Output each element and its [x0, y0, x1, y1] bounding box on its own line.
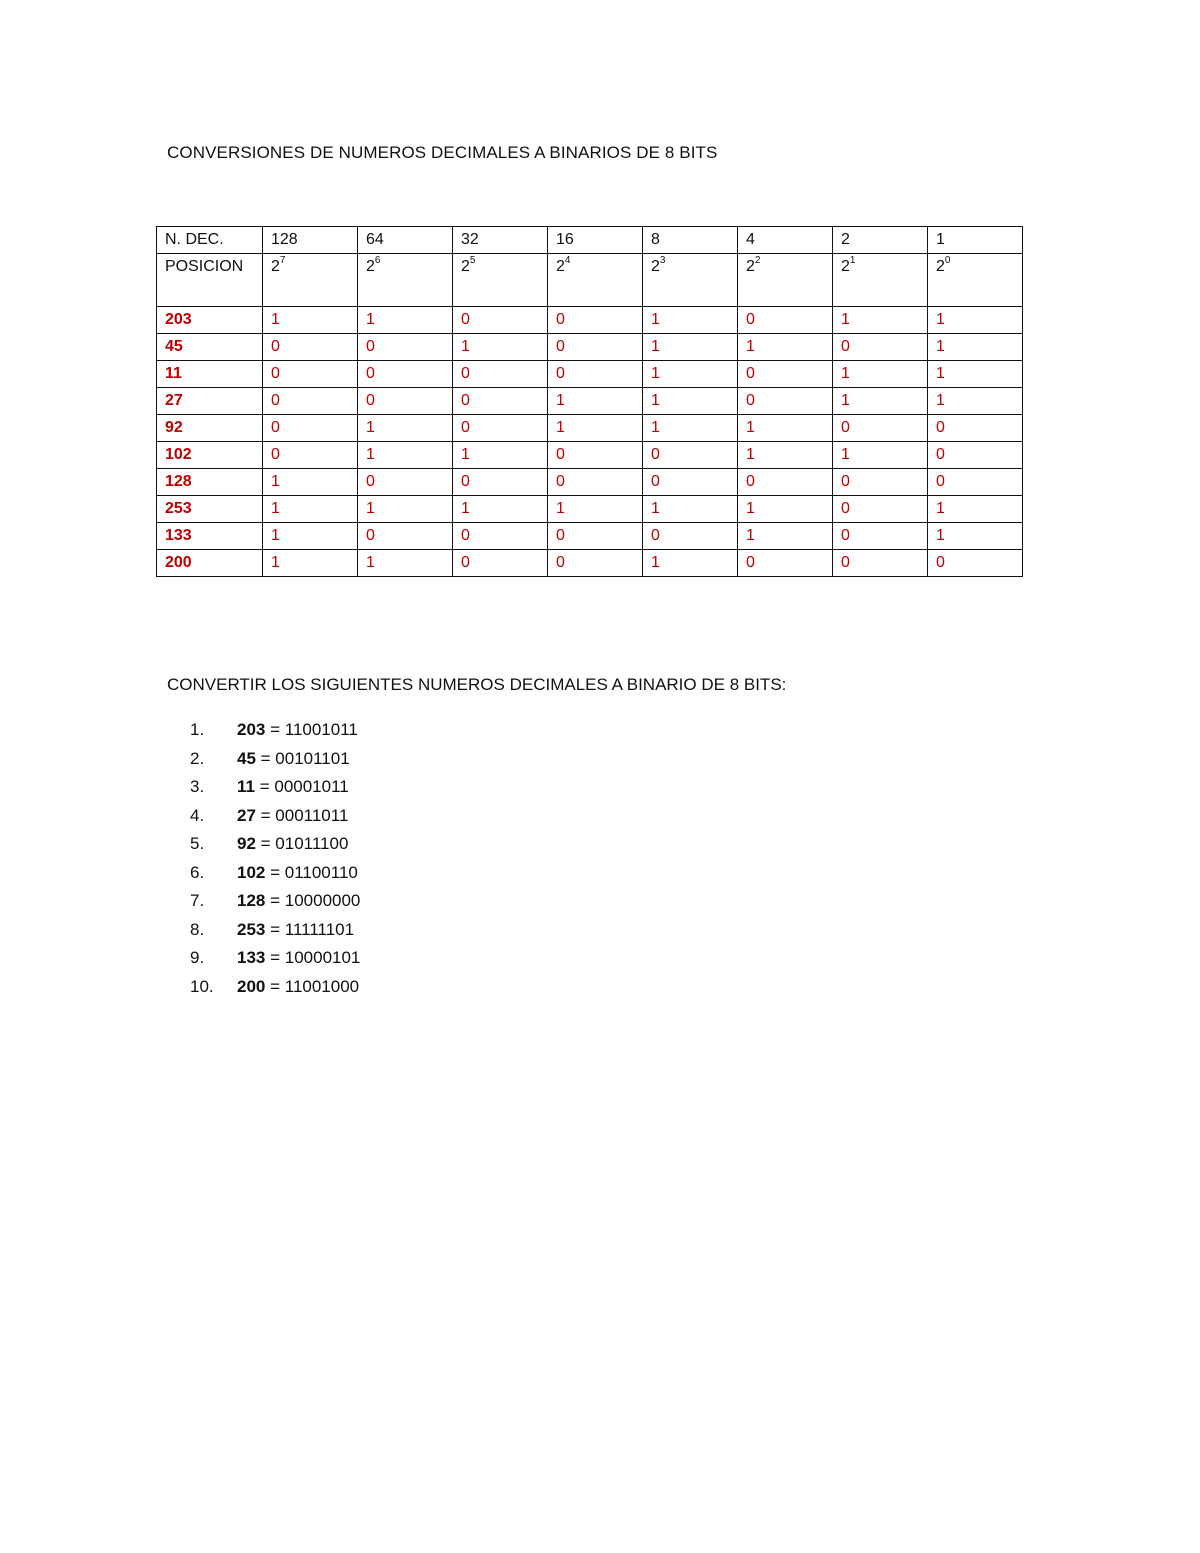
answer-decimal: 253 — [237, 919, 266, 939]
bit-cell: 0 — [833, 469, 928, 496]
bit-cell: 1 — [263, 469, 358, 496]
bit-cell: 1 — [833, 361, 928, 388]
power-cell — [833, 254, 928, 307]
list-number: 9. — [190, 948, 205, 967]
header-cell: 128 — [263, 227, 358, 254]
list-item — [190, 745, 360, 774]
list-number: 5. — [190, 834, 205, 853]
bit-cell: 0 — [833, 334, 928, 361]
header-cell: 16 — [548, 227, 643, 254]
bit-cell: 0 — [928, 550, 1023, 577]
bit-cell: 1 — [548, 415, 643, 442]
bit-cell: 0 — [738, 388, 833, 415]
list-number: 1. — [190, 720, 205, 739]
answer-binary: = 00011011 — [255, 805, 349, 825]
bit-cell: 0 — [738, 550, 833, 577]
bit-cell: 0 — [833, 415, 928, 442]
bit-cell: 0 — [453, 550, 548, 577]
bit-cell: 1 — [738, 523, 833, 550]
list-number: 7. — [190, 891, 205, 910]
header-cell: 32 — [453, 227, 548, 254]
answer-binary: = 01100110 — [265, 862, 358, 882]
bit-cell: 1 — [928, 523, 1023, 550]
answer-decimal: 133 — [237, 948, 266, 967]
bit-cell: 1 — [643, 496, 738, 523]
answer-binary: = 10000101 — [265, 948, 361, 967]
power-base: 2 — [366, 258, 375, 275]
bit-cell: 1 — [358, 307, 453, 334]
list-number: 10. — [190, 976, 214, 996]
bit-cell: 1 — [263, 307, 358, 334]
bit-cell: 0 — [643, 469, 738, 496]
answer-decimal: 128 — [237, 891, 266, 910]
bit-cell: 0 — [928, 415, 1023, 442]
bit-cell: 1 — [738, 442, 833, 469]
table-row — [157, 361, 1023, 388]
position-row — [157, 254, 1023, 307]
answer-binary: = 00001011 — [254, 777, 349, 796]
bit-cell: 0 — [453, 388, 548, 415]
bit-cell: 0 — [738, 361, 833, 388]
bit-cell: 0 — [453, 415, 548, 442]
table-row — [157, 334, 1023, 361]
power-base: 2 — [556, 258, 565, 275]
table-row — [157, 496, 1023, 523]
power-cell — [738, 254, 833, 307]
power-base: 2 — [651, 258, 660, 275]
list-number: 4. — [190, 805, 205, 825]
bit-cell: 1 — [358, 442, 453, 469]
answer-decimal: 11 — [237, 777, 255, 796]
position-label: POSICION — [165, 258, 244, 275]
list-item — [190, 830, 360, 859]
bit-cell: 0 — [833, 550, 928, 577]
answer-binary: = 11001000 — [265, 976, 360, 996]
bit-cell: 1 — [548, 496, 643, 523]
answers-list — [190, 716, 360, 1001]
bit-cell: 0 — [358, 469, 453, 496]
header-cell: N. DEC. — [157, 227, 263, 254]
power-base: 2 — [271, 258, 280, 275]
table-row — [157, 388, 1023, 415]
power-base: 2 — [841, 258, 850, 275]
answer-binary: = 11001011 — [265, 720, 358, 739]
conversion-table — [156, 226, 1023, 577]
list-number: 8. — [190, 919, 205, 939]
answer-binary: = 10000000 — [265, 891, 361, 910]
table-row — [157, 307, 1023, 334]
decimal-cell: 133 — [157, 523, 263, 550]
power-exponent: 2 — [754, 254, 761, 266]
bit-cell: 0 — [548, 550, 643, 577]
power-exponent: 6 — [374, 254, 381, 266]
table-row — [157, 415, 1023, 442]
power-cell — [928, 254, 1023, 307]
bit-cell: 0 — [548, 334, 643, 361]
decimal-cell: 203 — [157, 307, 263, 334]
list-item — [190, 773, 360, 802]
decimal-cell: 27 — [157, 388, 263, 415]
bit-cell: 1 — [358, 550, 453, 577]
power-cell — [643, 254, 738, 307]
bit-cell: 0 — [833, 523, 928, 550]
bit-cell: 0 — [263, 334, 358, 361]
bit-cell: 0 — [548, 469, 643, 496]
bit-cell: 1 — [453, 334, 548, 361]
power-exponent: 0 — [944, 254, 951, 266]
bit-cell: 0 — [453, 469, 548, 496]
bit-cell: 0 — [738, 307, 833, 334]
power-base: 2 — [746, 258, 755, 275]
header-cell: 1 — [928, 227, 1023, 254]
bit-cell: 0 — [453, 523, 548, 550]
header-cell: 8 — [643, 227, 738, 254]
power-cell — [453, 254, 548, 307]
bit-cell: 0 — [928, 442, 1023, 469]
bit-cell: 0 — [453, 361, 548, 388]
table-row — [157, 523, 1023, 550]
decimal-cell: 253 — [157, 496, 263, 523]
header-cell: 64 — [358, 227, 453, 254]
bit-cell: 1 — [643, 415, 738, 442]
bit-cell: 1 — [453, 496, 548, 523]
list-number: 6. — [190, 862, 205, 882]
bit-cell: 0 — [263, 442, 358, 469]
bit-cell: 1 — [643, 361, 738, 388]
answer-binary: = 01011100 — [255, 834, 349, 853]
bit-cell: 0 — [358, 388, 453, 415]
bit-cell: 1 — [833, 388, 928, 415]
bit-cell: 1 — [643, 307, 738, 334]
answer-decimal: 27 — [237, 805, 256, 825]
list-item — [190, 859, 360, 888]
bit-cell: 1 — [263, 496, 358, 523]
decimal-cell: 200 — [157, 550, 263, 577]
power-base: 2 — [461, 258, 470, 275]
bit-cell: 0 — [548, 442, 643, 469]
table-row — [157, 442, 1023, 469]
bit-cell: 1 — [263, 550, 358, 577]
bit-cell: 0 — [548, 361, 643, 388]
bit-cell: 1 — [928, 334, 1023, 361]
bit-cell: 1 — [548, 388, 643, 415]
answer-decimal: 102 — [237, 862, 266, 882]
bit-cell: 0 — [548, 523, 643, 550]
list-item — [190, 944, 360, 973]
bit-cell: 1 — [263, 523, 358, 550]
power-exponent: 4 — [564, 254, 571, 266]
power-base: 2 — [936, 258, 945, 275]
answer-binary: = 00101101 — [255, 748, 350, 768]
list-item — [190, 916, 360, 945]
header-cell: 4 — [738, 227, 833, 254]
answer-binary: = 11111101 — [265, 919, 355, 939]
list-number: 3. — [190, 777, 205, 796]
decimal-cell: 45 — [157, 334, 263, 361]
bit-cell: 1 — [738, 415, 833, 442]
bit-cell: 1 — [738, 334, 833, 361]
bit-cell: 1 — [453, 442, 548, 469]
conversion-table-body — [157, 227, 1023, 577]
bit-cell: 1 — [358, 415, 453, 442]
bit-cell: 1 — [358, 496, 453, 523]
bit-cell: 1 — [928, 361, 1023, 388]
table-row — [157, 550, 1023, 577]
table-row — [157, 469, 1023, 496]
decimal-cell: 128 — [157, 469, 263, 496]
answer-decimal: 45 — [237, 748, 256, 768]
bit-cell: 0 — [738, 469, 833, 496]
bit-cell: 1 — [738, 496, 833, 523]
bit-cell: 1 — [643, 550, 738, 577]
position-label-cell — [157, 254, 263, 307]
power-cell — [548, 254, 643, 307]
bit-cell: 0 — [643, 523, 738, 550]
bit-cell: 0 — [358, 361, 453, 388]
bit-cell: 0 — [358, 523, 453, 550]
bit-cell: 1 — [928, 388, 1023, 415]
answer-decimal: 203 — [237, 720, 266, 739]
decimal-cell: 102 — [157, 442, 263, 469]
bit-cell: 0 — [263, 361, 358, 388]
power-exponent: 5 — [469, 254, 476, 266]
decimal-cell: 92 — [157, 415, 263, 442]
bit-cell: 1 — [928, 496, 1023, 523]
bit-cell: 0 — [928, 469, 1023, 496]
document-title: CONVERSIONES DE NUMEROS DECIMALES A BINARIOS DE 8 BITS — [167, 143, 718, 162]
answer-decimal: 200 — [237, 976, 266, 996]
answer-decimal: 92 — [237, 834, 256, 853]
bit-cell: 1 — [833, 442, 928, 469]
power-cell — [358, 254, 453, 307]
bit-cell: 1 — [928, 307, 1023, 334]
header-cell: 2 — [833, 227, 928, 254]
bit-cell: 0 — [643, 442, 738, 469]
bit-cell: 0 — [453, 307, 548, 334]
list-item — [190, 887, 360, 916]
power-cell — [263, 254, 358, 307]
list-number: 2. — [190, 748, 205, 768]
decimal-cell: 11 — [157, 361, 263, 388]
bit-cell: 1 — [833, 307, 928, 334]
power-exponent: 1 — [849, 254, 856, 266]
bit-cell: 1 — [643, 334, 738, 361]
power-exponent: 7 — [279, 254, 286, 266]
list-item — [190, 716, 360, 745]
power-exponent: 3 — [659, 254, 666, 266]
list-item — [190, 973, 360, 1002]
list-item — [190, 802, 360, 831]
bit-cell: 1 — [643, 388, 738, 415]
bit-cell: 0 — [263, 388, 358, 415]
bit-cell: 0 — [548, 307, 643, 334]
bit-cell: 0 — [263, 415, 358, 442]
exercise-title: CONVERTIR LOS SIGUIENTES NUMEROS DECIMALES A BINARIO DE 8 BITS: — [167, 675, 787, 694]
bit-cell: 0 — [833, 496, 928, 523]
bit-cell: 0 — [358, 334, 453, 361]
header-row — [157, 227, 1023, 254]
